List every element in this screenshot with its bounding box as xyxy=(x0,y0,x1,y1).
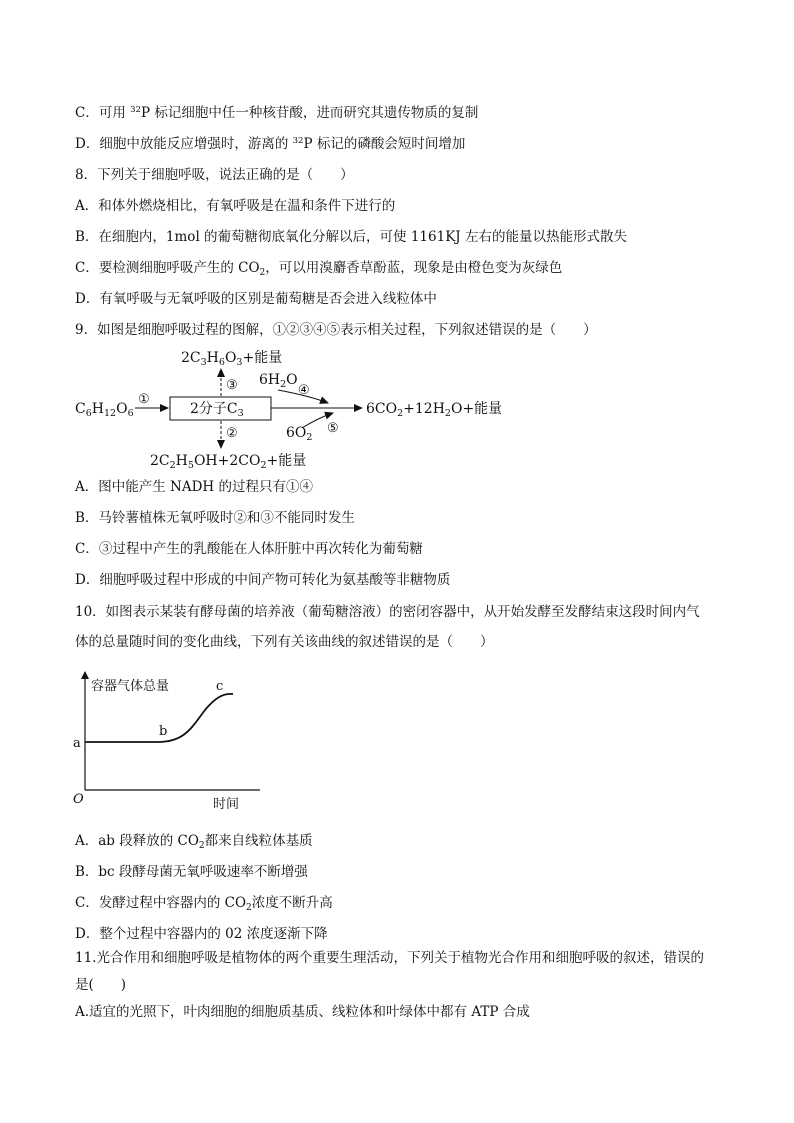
q9-option-a: A．图中能产生 NADH 的过程只有①④ xyxy=(75,479,313,495)
top-product: $2C_3H_6O_3+$能量 xyxy=(181,350,283,368)
x-axis-label: 时间 xyxy=(213,797,240,812)
step4-label: ④ xyxy=(298,383,310,398)
step2-label: ② xyxy=(226,426,238,441)
q10-option-d: D．整个过程中容器内的 02 浓度逐渐下降 xyxy=(75,926,328,942)
q10-option-c: C．发酵过程中容器内的 $CO_2$浓度不断升高 xyxy=(75,895,333,913)
q8-option-c: C．要检测细胞呼吸产生的 $CO_2$，可以用溴麝香草酚蓝，现象是由橙色变为灰绿色 xyxy=(75,260,563,278)
origin-label: O xyxy=(73,792,84,807)
q11-stem-line1: 11.光合作用和细胞呼吸是植物体的两个重要生理活动，下列关于植物光合作用和细胞呼吸的叙述，错误的 xyxy=(75,950,704,966)
q7-option-d: D．细胞中放能反应增强时，游离的 $^{32}$P 标记的磷酸会短时间增加 xyxy=(75,136,466,152)
glucose-label: $C_6H_{12}O_6$ xyxy=(75,401,134,419)
point-a-label: a xyxy=(73,736,81,751)
q11-option-a: A.适宜的光照下，叶肉细胞的细胞质基质、线粒体和叶绿体中都有 ATP 合成 xyxy=(75,1004,530,1020)
step5-label: ⑤ xyxy=(327,421,339,436)
q10-stem-line1: 10．如图表示某装有酵母菌的培养液（葡萄糖溶液）的密闭容器中，从开始发酵至发酵结束这段时间内气 xyxy=(75,604,700,620)
step3-label: ③ xyxy=(226,378,238,393)
q10-stem-line2: 体的总量随时间的变化曲线，下列有关该曲线的叙述错误的是（ ） xyxy=(75,634,494,650)
q9-option-d: D．细胞呼吸过程中形成的中间产物可转化为氨基酸等非糖物质 xyxy=(75,572,451,588)
q8-stem: 8．下列关于细胞呼吸，说法正确的是（ ） xyxy=(75,167,354,183)
c3-box-label: 2分子$C_3$ xyxy=(190,401,244,419)
oxygen-input: $6O_2$ xyxy=(286,425,313,443)
bottom-product: $2C_2H_5OH+2CO_2+$能量 xyxy=(150,453,307,471)
respiration-diagram xyxy=(0,340,794,475)
point-b-label: b xyxy=(159,724,168,739)
q8-option-b: B．在细胞内，1mol 的葡萄糖彻底氧化分解以后，可使 1161KJ 左右的能量以热能形式散失 xyxy=(75,229,627,245)
y-axis-label: 容器气体总量 xyxy=(91,679,170,694)
final-product: $6CO_2+12H_2O+$能量 xyxy=(366,401,503,419)
q8-option-d: D．有氧呼吸与无氧呼吸的区别是葡萄糖是否会进入线粒体中 xyxy=(75,291,437,307)
q8-option-a: A．和体外燃烧相比，有氧呼吸是在温和条件下进行的 xyxy=(75,198,396,214)
gas-volume-graph xyxy=(60,665,280,815)
q9-stem: 9．如图是细胞呼吸过程的图解，①②③④⑤表示相关过程，下列叙述错误的是（ ） xyxy=(75,322,597,338)
point-c-label: c xyxy=(216,679,224,694)
step1-label: ① xyxy=(138,392,150,407)
q9-option-b: B．马铃薯植株无氧呼吸时②和③不能同时发生 xyxy=(75,510,355,526)
q10-option-a: A．ab 段释放的 $CO_2$都来自线粒体基质 xyxy=(75,833,313,851)
q10-option-b: B．bc 段酵母菌无氧呼吸速率不断增强 xyxy=(75,864,308,880)
water-input: $6H_2O$ xyxy=(259,372,298,390)
q7-option-c: C．可用 $^{32}$P 标记细胞中任一种核苷酸，进而研究其遗传物质的复制 xyxy=(75,105,479,121)
q9-option-c: C．③过程中产生的乳酸能在人体肝脏中再次转化为葡萄糖 xyxy=(75,541,423,557)
q11-stem-line2: 是( ) xyxy=(75,977,127,993)
